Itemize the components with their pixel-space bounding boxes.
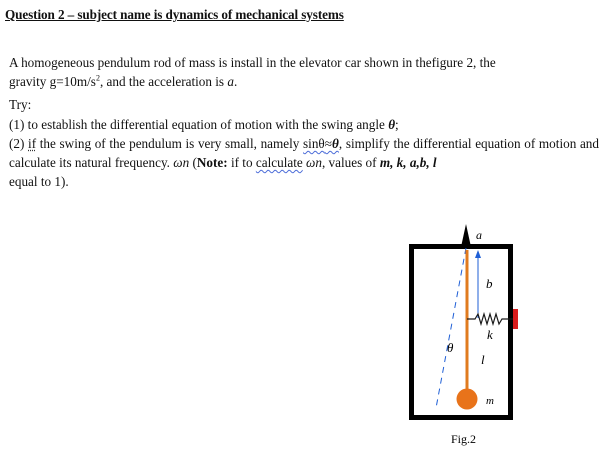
acceleration-variable: a (227, 74, 234, 89)
task-2-approx: ≈ (324, 136, 333, 151)
dimension-b-arrow-icon (475, 250, 481, 258)
task-2-text-b: , simplify the differential equation (338, 136, 521, 151)
try-label: Try: (9, 97, 32, 112)
note-label: Note: (196, 155, 228, 170)
omega-n-2: ωn (306, 155, 322, 170)
figure-label-k: k (487, 327, 493, 342)
task-2-text-a: the swing of the pendulum is very small, namely (36, 136, 304, 151)
figure-caption: Fig.2 (451, 432, 477, 446)
problem-line-1: A homogeneous pendulum rod of mass is install in the elevator car shown in thefigure 2, the (9, 55, 496, 70)
task-2-paren: ( (189, 155, 197, 170)
gravity-exponent: 2 (95, 73, 100, 83)
figure-label-m: m (486, 395, 494, 407)
line-end: . (233, 74, 238, 89)
deflected-rod-line (436, 248, 466, 408)
figure-label-l: l (481, 352, 485, 367)
figure-label-a: a (476, 228, 482, 242)
variable-list: m, k, a,b, l (379, 155, 437, 170)
question-heading: Question 2 – subject name is dynamics of mechanical systems (5, 7, 344, 22)
task-1-text: (1) to establish the differential equation of motion with the swing angle (9, 117, 389, 132)
spring-wall-block (513, 309, 518, 329)
task-2-theta: θ (332, 136, 339, 151)
task-2-if: if (28, 136, 37, 151)
theta-symbol: θ (388, 117, 396, 132)
figure-label-theta: θ (447, 340, 454, 355)
task-2-end: equal to 1). (9, 174, 69, 189)
figure-label-b: b (486, 276, 493, 291)
task-2-sin: sinθ (303, 136, 325, 151)
task-2-text-e: , values of (321, 155, 380, 170)
pendulum-bob (457, 389, 478, 410)
task-2-text-d: if to (227, 155, 256, 170)
task-1-end: ; (395, 117, 399, 132)
task-2-text-c: of motion and calculate its natural frequency. (9, 136, 599, 170)
acceleration-arrow-icon (461, 224, 471, 247)
omega-n: ωn (173, 155, 190, 170)
acceleration-text: , and the acceleration is (99, 74, 228, 89)
task-2-prefix: (2) (9, 136, 29, 151)
gravity-text: gravity g=10m/s (9, 74, 96, 89)
task-2-calculate: calculate (255, 155, 303, 170)
spring (467, 314, 513, 324)
